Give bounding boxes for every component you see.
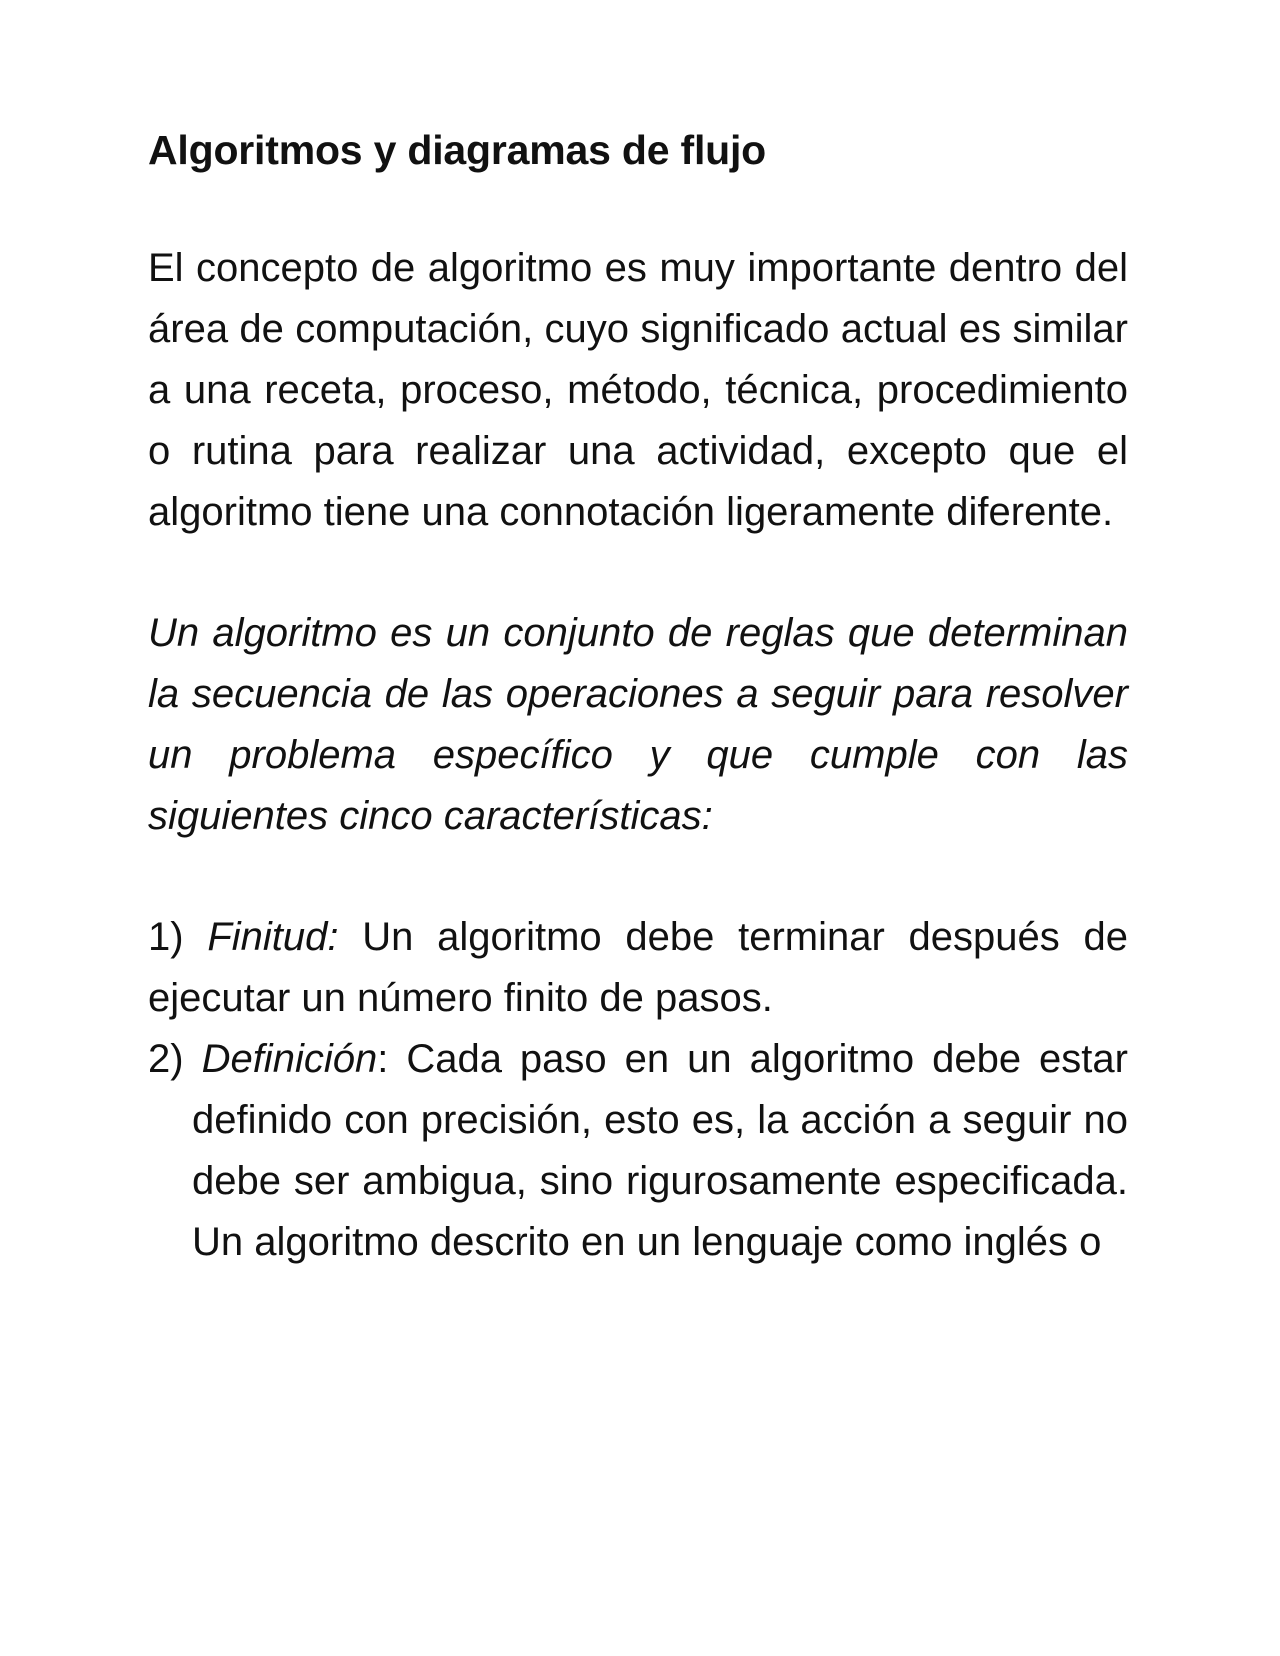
list-item-number: 2) [148,1037,184,1081]
list-item-term: Definición [201,1037,378,1081]
list-item-text: Un algoritmo debe terminar después de ejecutar un número finito de pasos. [148,915,1128,1020]
characteristics-list [148,907,1128,1273]
list-item [148,907,1128,1029]
list-item-text: : Cada paso en un algoritmo debe estar definido con precisión, esto es, la acción a seguir no debe ser ambigua, sino rigurosamente especificada. Un algoritmo descrito en un lenguaje como inglés o [192,1037,1128,1264]
intro-paragraph: El concepto de algoritmo es muy importante dentro del área de computación, cuyo significado actual es similar a una receta, proceso, método, técnica, procedimiento o rutina para realizar una actividad, excepto que el algoritmo tiene una connotación ligeramente diferente. [148,246,1128,534]
definition-paragraph: Un algoritmo es un conjunto de reglas que determinan la secuencia de las operaciones a seguir para resolver un problema específico y que cumple con las siguientes cinco características: [148,611,1128,838]
document-page [148,122,1128,1273]
list-item [148,1029,1128,1273]
list-item-number: 1) [148,915,184,959]
document-title: Algoritmos y diagramas de flujo [148,127,767,173]
list-item-term: Finitud: [207,915,339,959]
characteristics-list-wrapper [148,907,1128,1273]
